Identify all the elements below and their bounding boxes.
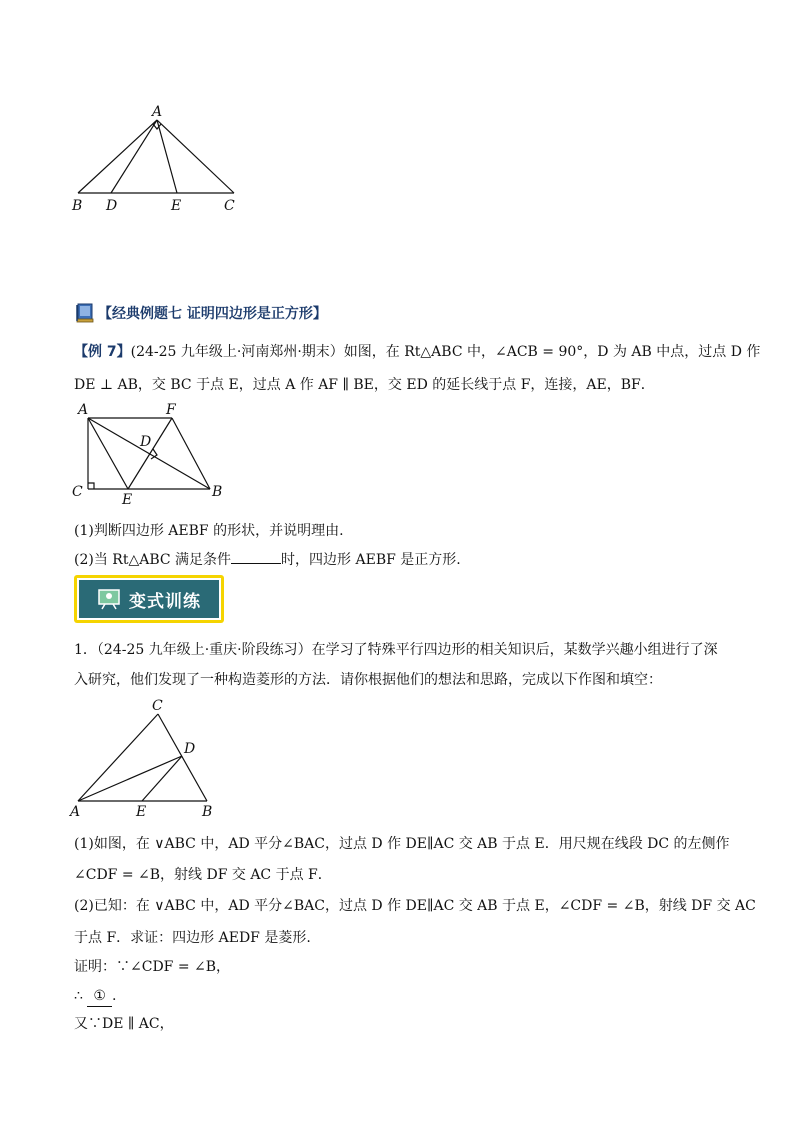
blackboard-icon (97, 588, 121, 610)
figure-triangle-abc-bisector (62, 696, 232, 820)
example7-line2: DE ⊥ AB，交 BC 于点 E，过点 A 作 AF ∥ BE，交 ED 的延长线于点 F，连接，AE，BF． (74, 377, 655, 393)
label-e2: E (122, 492, 133, 508)
question2-pre: (2)当 Rt△ABC 满足条件 (74, 552, 232, 568)
section-title: 【经典例题七 证明四边形是正方形】 (98, 306, 327, 322)
proof-line1: 证明：∵∠CDF = ∠B， (74, 959, 231, 975)
label-f2: F (166, 402, 176, 418)
label-a: A (152, 104, 163, 120)
exercise1-line1: 1．（24-25 九年级上·重庆·阶段练习）在学习了特殊平行四边形的相关知识后，某数学兴趣小组进行了深 (74, 642, 718, 658)
label-d: D (106, 198, 118, 214)
label-e3: E (136, 804, 147, 820)
example7-line1 (74, 342, 760, 362)
proof-line2 (74, 986, 116, 1007)
proof-therefore: ∴ (74, 988, 83, 1004)
part2-line1: (2)已知：在 ∨ABC 中，AD 平分∠BAC，过点 D 作 DE∥AC 交 AB 于点 E，∠CDF = ∠B，射线 DF 交 AC (74, 898, 756, 914)
label-a2: A (78, 402, 89, 418)
label-b3: B (202, 804, 213, 820)
label-a3: A (70, 804, 81, 820)
proof-period: . (111, 988, 117, 1004)
variant-training-banner (74, 575, 224, 623)
label-b2: B (212, 484, 223, 500)
answer-blank[interactable] (231, 549, 281, 564)
section-heading (74, 302, 327, 324)
figure-triangle-abc-right-angle (60, 100, 260, 215)
part1-line2: ∠CDF = ∠B，射线 DF 交 AC 于点 F． (74, 867, 332, 883)
label-e: E (171, 198, 182, 214)
proof-blank-1[interactable]: ① (87, 986, 112, 1007)
part2-line2: 于点 F．求证：四边形 AEDF 是菱形. (74, 930, 311, 946)
example-tag: 【例 7】 (74, 344, 131, 360)
label-c3: C (152, 698, 163, 714)
label-b: B (72, 198, 83, 214)
label-d2: D (140, 434, 152, 450)
question1: (1)判断四边形 AEBF 的形状，并说明理由. (74, 523, 344, 539)
example7-text1: (24-25 九年级上·河南郑州·期末）如图，在 Rt△ABC 中，∠ACB = 90°，D 为 AB 中点，过点 D 作 (130, 344, 761, 360)
part1-line1: (1)如图，在 ∨ABC 中，AD 平分∠BAC，过点 D 作 DE∥AC 交 AB 于点 E．用尺规在线段 DC 的左侧作 (74, 836, 730, 852)
book-icon (74, 302, 96, 324)
label-d3: D (184, 741, 196, 757)
banner-label: 变式训练 (129, 591, 201, 612)
label-c: C (224, 198, 235, 214)
label-c2: C (72, 484, 83, 500)
question2 (74, 549, 461, 570)
proof-line3: 又∵DE ∥ AC， (74, 1016, 174, 1032)
banner-inner (77, 578, 221, 620)
figure-quadrilateral-aebf (62, 398, 242, 508)
question2-post: 时，四边形 AEBF 是正方形. (281, 552, 461, 568)
exercise1-line2: 入研究，他们发现了一种构造菱形的方法．请你根据他们的想法和思路，完成以下作图和填空： (74, 672, 662, 688)
